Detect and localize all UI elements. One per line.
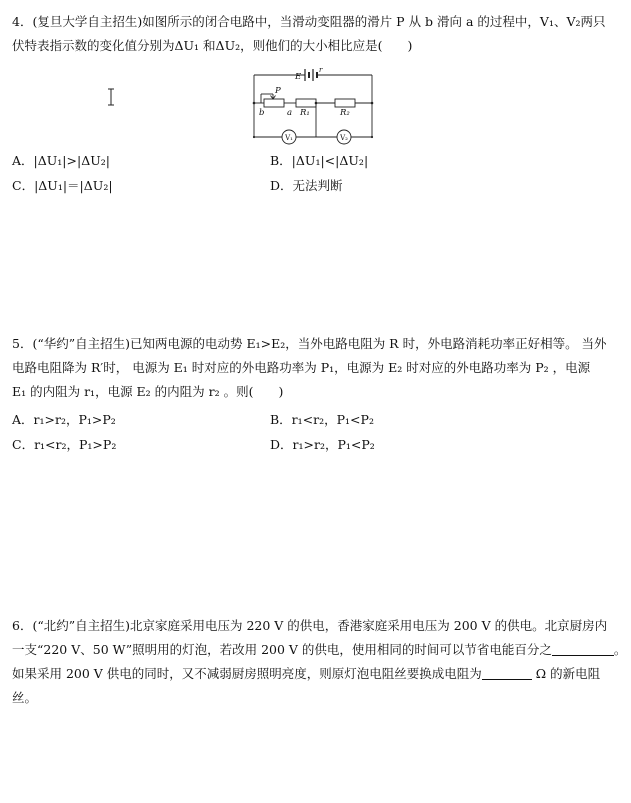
label-R1: R₁ [300, 108, 310, 118]
q5-option-b: B．r₁<r₂，P₁<P₂ [270, 412, 374, 427]
q4-line-1: 4．(复旦大学自主招生)如图所示的闭合电路中，当滑动变阻器的滑片 P 从 b 滑向 a 的过程中，V₁、V₂两只 [12, 14, 606, 29]
question-5 [12, 332, 618, 404]
label-V1: V₁ [285, 134, 293, 142]
q6-line-3 [12, 662, 618, 686]
q5-option-c: C．r₁<r₂，P₁>P₂ [12, 437, 117, 452]
q6-line-2-text: 一支“220 V、50 W”照明用的灯泡，若改用 200 V 的供电，使用相同的时间可以节省电能百分之 [12, 642, 552, 657]
q4-option-d: D．无法判断 [270, 178, 343, 193]
label-R2: R₂ [340, 108, 350, 118]
q6-answer-blank-percent[interactable] [552, 641, 614, 656]
label-a: a [287, 108, 293, 118]
q4-option-b: B．|ΔU₁|<|ΔU₂| [270, 153, 369, 168]
label-P: P [275, 86, 281, 96]
q6-line-3-text: 如果采用 200 V 供电的同时，又不减弱厨房照明亮度，则原灯泡电阻丝要换成电阻为 [12, 666, 482, 681]
q6-answer-blank-resistance[interactable] [482, 665, 532, 680]
question-6 [12, 614, 627, 710]
q5-line-2: 电路电阻降为 R′时， 电源为 E₁ 时对应的外电路功率为 P₁，电源为 E₂ 时对应的外电路功率为 P₂ ，电源 [12, 360, 591, 375]
q5-option-a: A．r₁>r₂，P₁>P₂ [12, 412, 116, 427]
q5-option-d: D．r₁>r₂，P₁<P₂ [270, 437, 375, 452]
q6-line-1: 6．(“北约”自主招生)北京家庭采用电压为 220 V 的供电，香港家庭采用电压为 200 V 的供电。北京厨房内 [12, 618, 608, 633]
label-b: b [259, 108, 265, 118]
q4-option-a: A．|ΔU₁|>|ΔU₂| [12, 153, 110, 168]
q6-line-2-end: 。 [613, 642, 627, 657]
q6-line-2 [12, 638, 627, 662]
circuit-diagram [251, 64, 375, 148]
q5-line-1: 5．(“华约”自主招生)已知两电源的电动势 E₁>E₂，当外电路电阻为 R 时，外电路消耗功率正好相等。 当外 [12, 336, 607, 351]
label-V2: V₂ [340, 134, 348, 142]
label-r: r [319, 66, 323, 74]
q4-option-c: C．|ΔU₁|＝|ΔU₂| [12, 178, 113, 193]
label-E: E [295, 72, 302, 82]
q5-line-3: E₁ 的内阻为 r₁，电源 E₂ 的内阻为 r₂ 。则( ) [12, 384, 284, 399]
question-4 [12, 10, 618, 58]
text-cursor-icon [106, 88, 116, 106]
q6-line-3-end: Ω 的新电阻 [531, 666, 601, 681]
q4-line-2: 伏特表指示数的变化值分别为ΔU₁ 和ΔU₂，则他们的大小相比应是( ) [12, 38, 413, 53]
q6-line-4: 丝。 [12, 690, 38, 705]
